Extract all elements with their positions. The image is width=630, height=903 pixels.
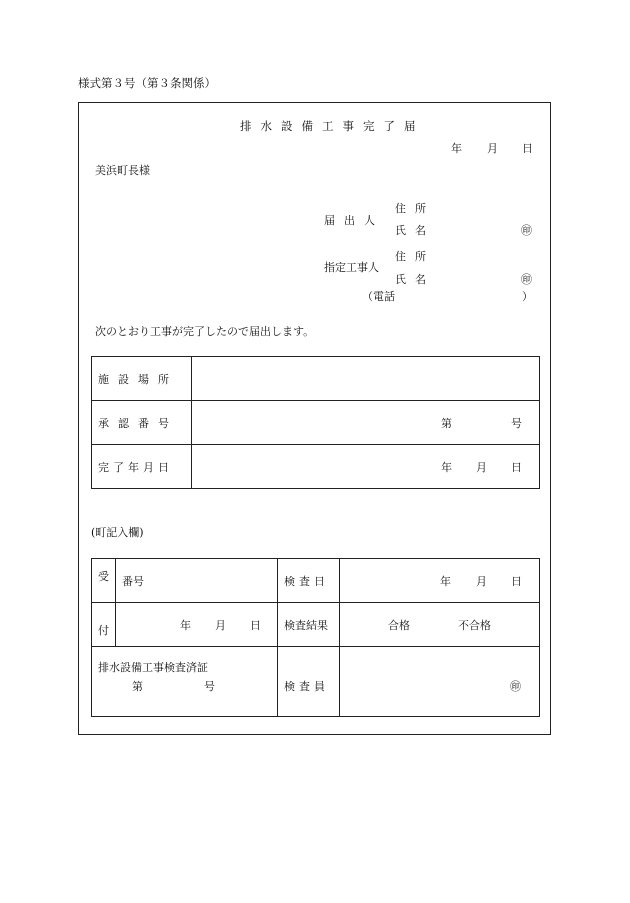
form-number: 様式第３号（第３条関係） [78, 76, 216, 90]
location-value-cell[interactable] [192, 357, 540, 401]
certificate-label: 排水設備工事検査済証 [98, 661, 208, 674]
receipt-number-label: 番号 [122, 575, 144, 588]
completion-label-cell [92, 445, 192, 489]
inspector-label-cell [278, 647, 340, 717]
contractor-label: 指定工事人 [324, 261, 379, 274]
approval-label-cell [92, 401, 192, 445]
inspection-year: 年 [440, 575, 451, 588]
certificate-cell[interactable] [92, 647, 278, 717]
main-table [91, 356, 540, 489]
applicant-address-label: 住所 [395, 202, 435, 215]
inspector-seal-icon: ㊞ [510, 680, 521, 693]
contractor-seal-icon: ㊞ [521, 273, 532, 286]
completion-year: 年 [441, 461, 452, 474]
office-section-heading: (町記入欄) [91, 526, 144, 539]
inspection-result-label-cell [278, 603, 340, 647]
inspection-date-value-cell[interactable] [340, 559, 540, 603]
office-table [91, 558, 540, 717]
location-label: 施設場所 [98, 373, 178, 386]
receipt-month: 月 [215, 619, 226, 632]
contractor-phone-open: （電話 [362, 290, 395, 303]
receipt-bottom: 付 [98, 624, 109, 637]
receipt-year: 年 [180, 619, 191, 632]
inspector-label: 検査員 [284, 680, 329, 693]
receipt-number-cell[interactable] [116, 559, 278, 603]
receipt-date-cell[interactable] [116, 603, 278, 647]
location-label-cell [92, 357, 192, 401]
contractor-address-label: 住所 [395, 250, 435, 263]
inspection-date-label-cell [278, 559, 340, 603]
completion-day: 日 [511, 461, 522, 474]
inspection-result-value-cell[interactable] [340, 603, 540, 647]
completion-label: 完了年月日 [98, 461, 173, 474]
cert-no-prefix: 第 [132, 680, 143, 693]
completion-month: 月 [476, 461, 487, 474]
approval-no-suffix: 号 [511, 417, 522, 430]
contractor-phone-close: ） [522, 290, 533, 303]
inspection-day: 日 [511, 575, 522, 588]
inspection-date-label: 検査日 [284, 575, 329, 588]
applicant-name-label: 氏名 [395, 224, 435, 237]
completion-value-cell[interactable] [192, 445, 540, 489]
header-date-year[interactable]: 年 [451, 142, 462, 155]
approval-no-prefix: 第 [441, 417, 452, 430]
contractor-name-label: 氏名 [395, 273, 435, 286]
cert-no-suffix: 号 [204, 680, 215, 693]
inspection-result-label: 検査結果 [284, 619, 328, 632]
inspector-value-cell[interactable] [340, 647, 540, 717]
receipt-top: 受 [98, 570, 109, 583]
form-title: 排水設備工事完了届 [240, 119, 425, 133]
header-date-month[interactable]: 月 [487, 142, 498, 155]
applicant-seal-icon: ㊞ [521, 224, 532, 237]
approval-value-cell[interactable] [192, 401, 540, 445]
receipt-day: 日 [250, 619, 261, 632]
receipt-bottom-cell [92, 603, 116, 647]
addressee: 美浜町長様 [95, 164, 150, 177]
approval-label: 承認番号 [98, 417, 178, 430]
pass-option[interactable]: 合格 [388, 619, 410, 632]
statement: 次のとおり工事が完了したので届出します。 [95, 325, 315, 338]
inspection-month: 月 [476, 575, 487, 588]
receipt-top-cell [92, 559, 116, 603]
applicant-label: 届出人 [324, 214, 384, 227]
fail-option[interactable]: 不合格 [458, 619, 491, 632]
header-date-day[interactable]: 日 [522, 142, 533, 155]
